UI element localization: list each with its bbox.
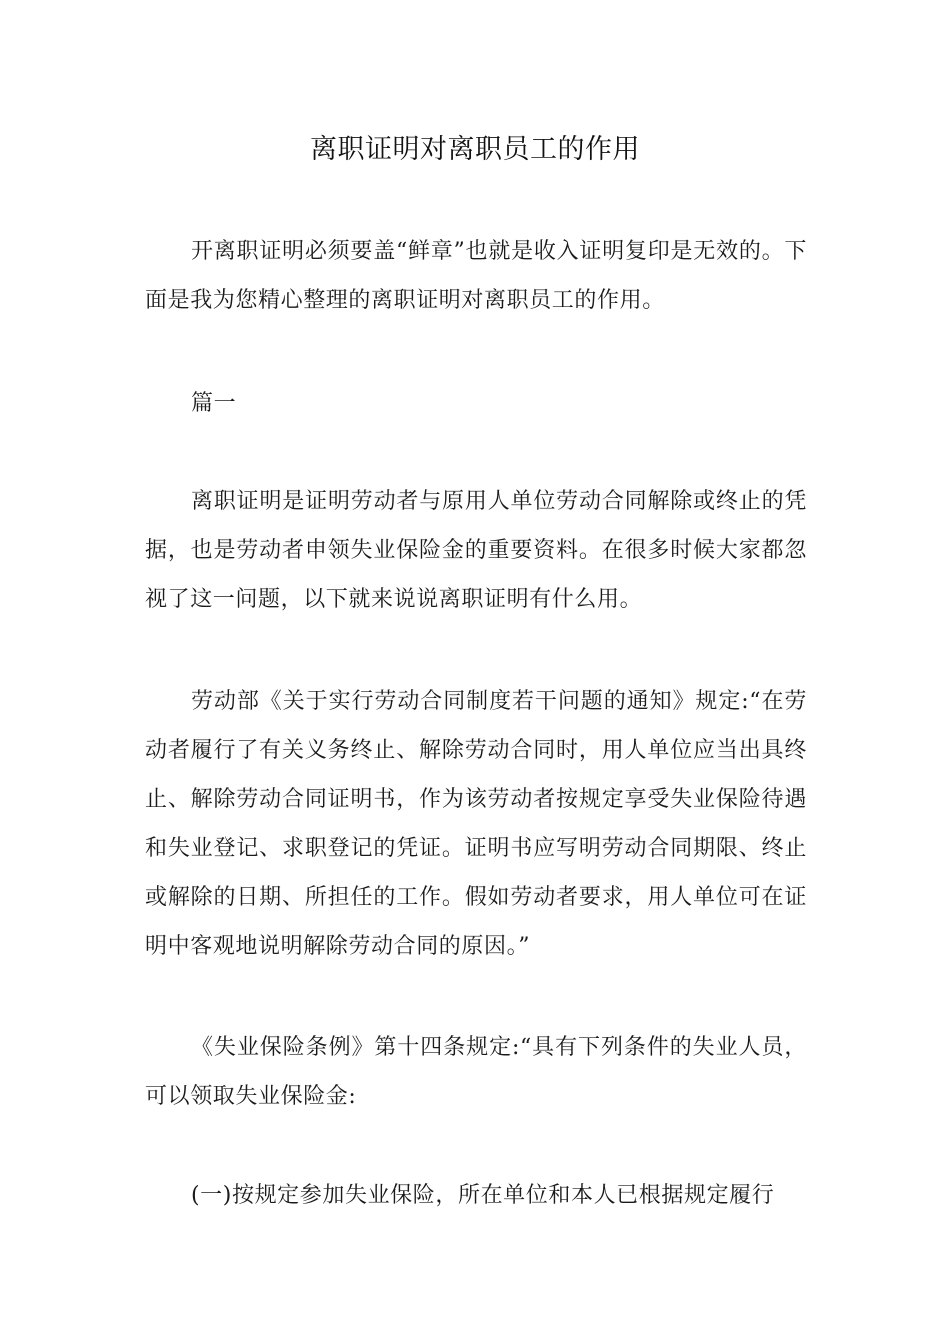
body-paragraph: (一)按规定参加失业保险，所在单位和本人已根据规定履行 bbox=[191, 1183, 775, 1208]
section-heading: 篇一 bbox=[191, 391, 237, 416]
body-paragraph: 《失业保险条例》第十四条规定:“具有下列条件的失业人员，可以领取失业保险金: bbox=[145, 1035, 807, 1109]
body-paragraph: 劳动部《关于实行劳动合同制度若干问题的通知》规定:“在劳动者履行了有关义务终止、解除劳动合同时，用人单位应当出具终止、解除劳动合同证明书，作为该劳动者按规定享受失业保险待遇和失业登记、求职登记的凭证。证明书应写明劳动合同期限、终止或解除的日期、所担任的工作。假如劳动者要求，用人单位可在证明中客观地说明解除劳动合同的原因。” bbox=[145, 689, 807, 959]
document-title: 离职证明对离职员工的作用 bbox=[310, 134, 640, 165]
intro-paragraph: 开离职证明必须要盖“鲜章”也就是收入证明复印是无效的。下面是我为您精心整理的离职证明对离职员工的作用。 bbox=[145, 239, 807, 313]
body-paragraph: 离职证明是证明劳动者与原用人单位劳动合同解除或终止的凭据，也是劳动者申领失业保险金的重要资料。在很多时候大家都忽视了这一问题，以下就来说说离职证明有什么用。 bbox=[145, 489, 807, 612]
